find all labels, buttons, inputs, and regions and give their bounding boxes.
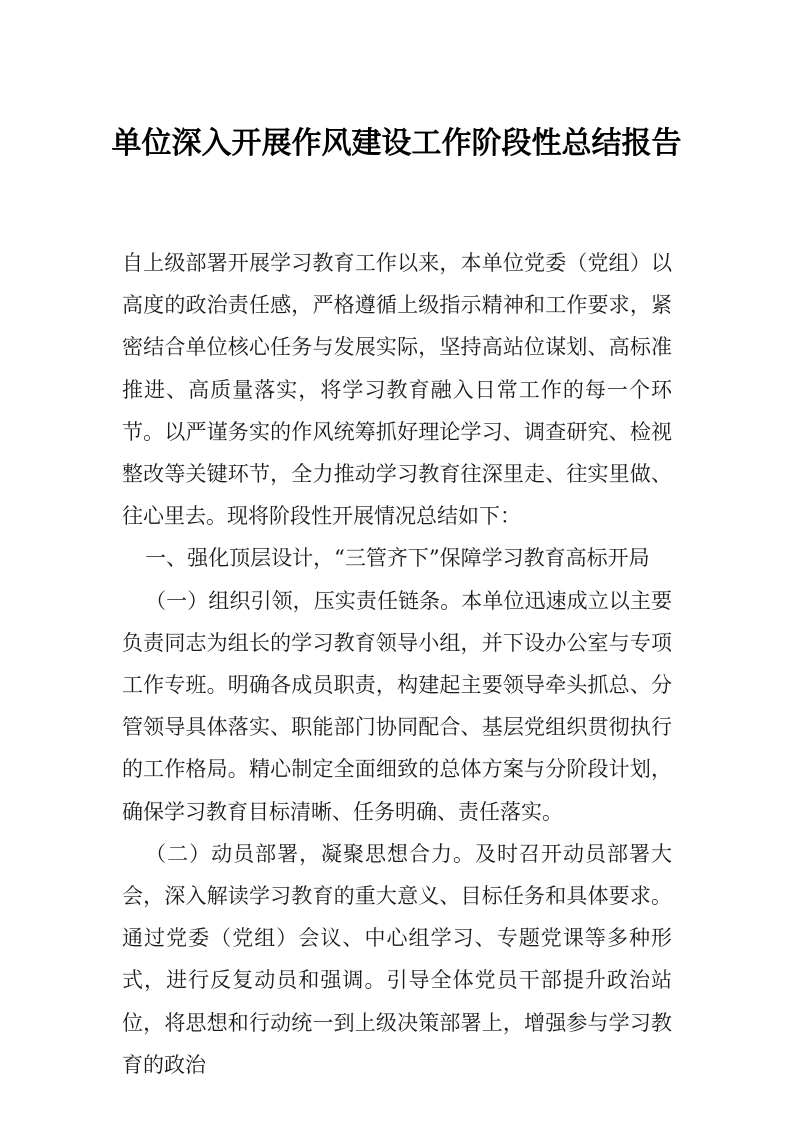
subsection-paragraph-1: （一）组织引领，压实责任链条。本单位迅速成立以主要负责同志为组长的学习教育领导小组，并下设办公室与专项工作专班。明确各成员职责，构建起主要领导牵头抓总、分管领导具体落实、职能部门协同配合、基层党组织贯彻执行的工作格局。精心制定全面细致的总体方案与分阶段计划，确保学习教育目标清晰、任务明确、责任落实。 bbox=[122, 588, 672, 824]
subsection-paragraph-2: （二）动员部署，凝聚思想合力。及时召开动员部署大会，深入解读学习教育的重大意义、目标任务和具体要求。通过党委（党组）会议、中心组学习、专题党课等多种形式，进行反复动员和强调。引导全体党员干部提升政治站位，将思想和行动统一到上级决策部署上，增强参与学习教育的政治 bbox=[122, 841, 672, 1077]
document-title: 单位深入开展作风建设工作阶段性总结报告 bbox=[111, 126, 682, 161]
section-heading-1: 一、强化顶层设计，“三管齐下”保障学习教育高标开局 bbox=[145, 546, 650, 571]
intro-paragraph: 自上级部署开展学习教育工作以来，本单位党委（党组）以高度的政治责任感，严格遵循上级指示精神和工作要求，紧密结合单位核心任务与发展实际，坚持高站位谋划、高标准推进、高质量落实，将学习教育融入日常工作的每一个环节。以严谨务实的作风统筹抓好理论学习、调查研究、检视整改等关键环节，全力推动学习教育往深里走、往实里做、往心里去。现将阶段性开展情况总结如下： bbox=[122, 251, 672, 529]
document-body bbox=[122, 242, 672, 1086]
